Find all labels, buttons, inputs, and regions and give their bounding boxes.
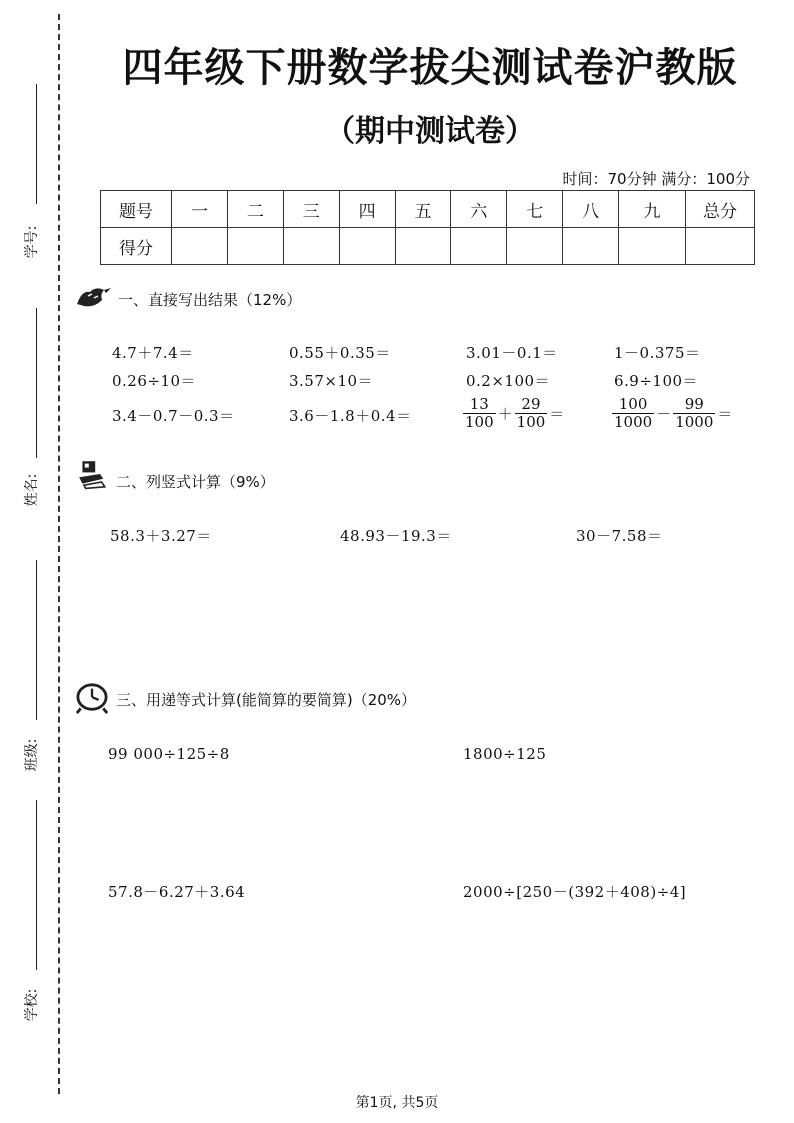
score-cell[interactable] <box>686 228 755 265</box>
section-2-title: 二、列竖式计算（9%） <box>116 473 275 491</box>
s1-item: 3.4－0.7－0.3＝ <box>112 407 235 425</box>
student-id-line <box>36 84 37 204</box>
s1-item: 3.57×10＝ <box>289 372 374 390</box>
header-cell: 七 <box>507 191 563 228</box>
s1-item: 1－0.375＝ <box>614 344 701 362</box>
header-cell: 四 <box>339 191 395 228</box>
numerator: 13 <box>463 396 496 414</box>
operator: － <box>656 405 672 423</box>
clock-icon <box>72 682 112 714</box>
name-line <box>36 308 37 458</box>
numerator: 100 <box>612 396 654 414</box>
s1-item: 6.9÷100＝ <box>614 372 699 390</box>
s1-item: 0.2×100＝ <box>466 372 551 390</box>
score-cell[interactable] <box>619 228 686 265</box>
s1-fraction-item-a <box>463 396 566 431</box>
score-cell[interactable] <box>563 228 619 265</box>
s2-item: 30－7.58＝ <box>576 527 663 545</box>
page-subtitle: （期中测试卷） <box>325 114 535 149</box>
header-cell: 九 <box>619 191 686 228</box>
s1-item: 0.55＋0.35＝ <box>289 344 391 362</box>
score-cell[interactable] <box>172 228 228 265</box>
score-cell[interactable] <box>395 228 451 265</box>
score-cell[interactable] <box>339 228 395 265</box>
fraction <box>463 396 496 431</box>
score-table-score-row <box>101 228 755 265</box>
student-id-label: 学号: <box>24 225 40 259</box>
denominator: 100 <box>516 413 546 431</box>
section-3-title: 三、用递等式计算(能简算的要简算)（20%） <box>116 691 417 709</box>
binding-dashed-line <box>58 14 60 1094</box>
score-table <box>100 190 755 265</box>
s1-item: 3.01－0.1＝ <box>466 344 558 362</box>
fraction <box>612 396 654 431</box>
fraction <box>673 396 715 431</box>
score-cell[interactable] <box>451 228 507 265</box>
score-cell[interactable] <box>283 228 339 265</box>
score-cell[interactable] <box>507 228 563 265</box>
s2-item: 48.93－19.3＝ <box>340 527 452 545</box>
page-footer: 第1页, 共5页 <box>355 1095 439 1111</box>
header-cell: 一 <box>172 191 228 228</box>
bird-icon <box>74 282 114 314</box>
school-line <box>36 800 37 970</box>
header-cell: 八 <box>563 191 619 228</box>
numerator: 99 <box>673 396 715 414</box>
header-cell: 六 <box>451 191 507 228</box>
operator: ＋ <box>497 405 513 423</box>
book-stack-icon <box>72 458 112 490</box>
header-cell: 五 <box>395 191 451 228</box>
section-1-title: 一、直接写出结果（12%） <box>118 291 302 309</box>
s1-item: 3.6－1.8＋0.4＝ <box>289 407 412 425</box>
numerator: 29 <box>515 396 548 414</box>
class-line <box>36 560 37 720</box>
score-table-header-row <box>101 191 755 228</box>
header-cell: 总分 <box>686 191 755 228</box>
name-label: 姓名: <box>24 473 40 507</box>
equals-sign: ＝ <box>717 405 733 423</box>
s1-item: 4.7＋7.4＝ <box>112 344 194 362</box>
page-title: 四年级下册数学拔尖测试卷沪教版 <box>122 45 738 91</box>
school-label: 学校: <box>24 988 40 1022</box>
header-cell: 题号 <box>101 191 172 228</box>
s1-item: 0.26÷10＝ <box>112 372 197 390</box>
denominator: 1000 <box>675 413 714 431</box>
s2-item: 58.3＋3.27＝ <box>110 527 212 545</box>
class-label: 班级: <box>24 738 40 772</box>
score-row-label: 得分 <box>101 228 172 265</box>
header-cell: 二 <box>227 191 283 228</box>
s1-fraction-item-b <box>612 396 734 431</box>
equals-sign: ＝ <box>549 405 565 423</box>
s3-item: 1800÷125 <box>463 745 547 763</box>
score-cell[interactable] <box>227 228 283 265</box>
exam-meta: 时间：70分钟 满分：100分 <box>562 170 750 188</box>
header-cell: 三 <box>283 191 339 228</box>
s3-item: 99 000÷125÷8 <box>108 745 230 763</box>
denominator: 1000 <box>614 413 653 431</box>
denominator: 100 <box>465 413 494 431</box>
s3-item: 2000÷[250－(392＋408)÷4] <box>463 883 687 901</box>
s3-item: 57.8－6.27＋3.64 <box>108 883 246 901</box>
fraction <box>515 396 548 431</box>
